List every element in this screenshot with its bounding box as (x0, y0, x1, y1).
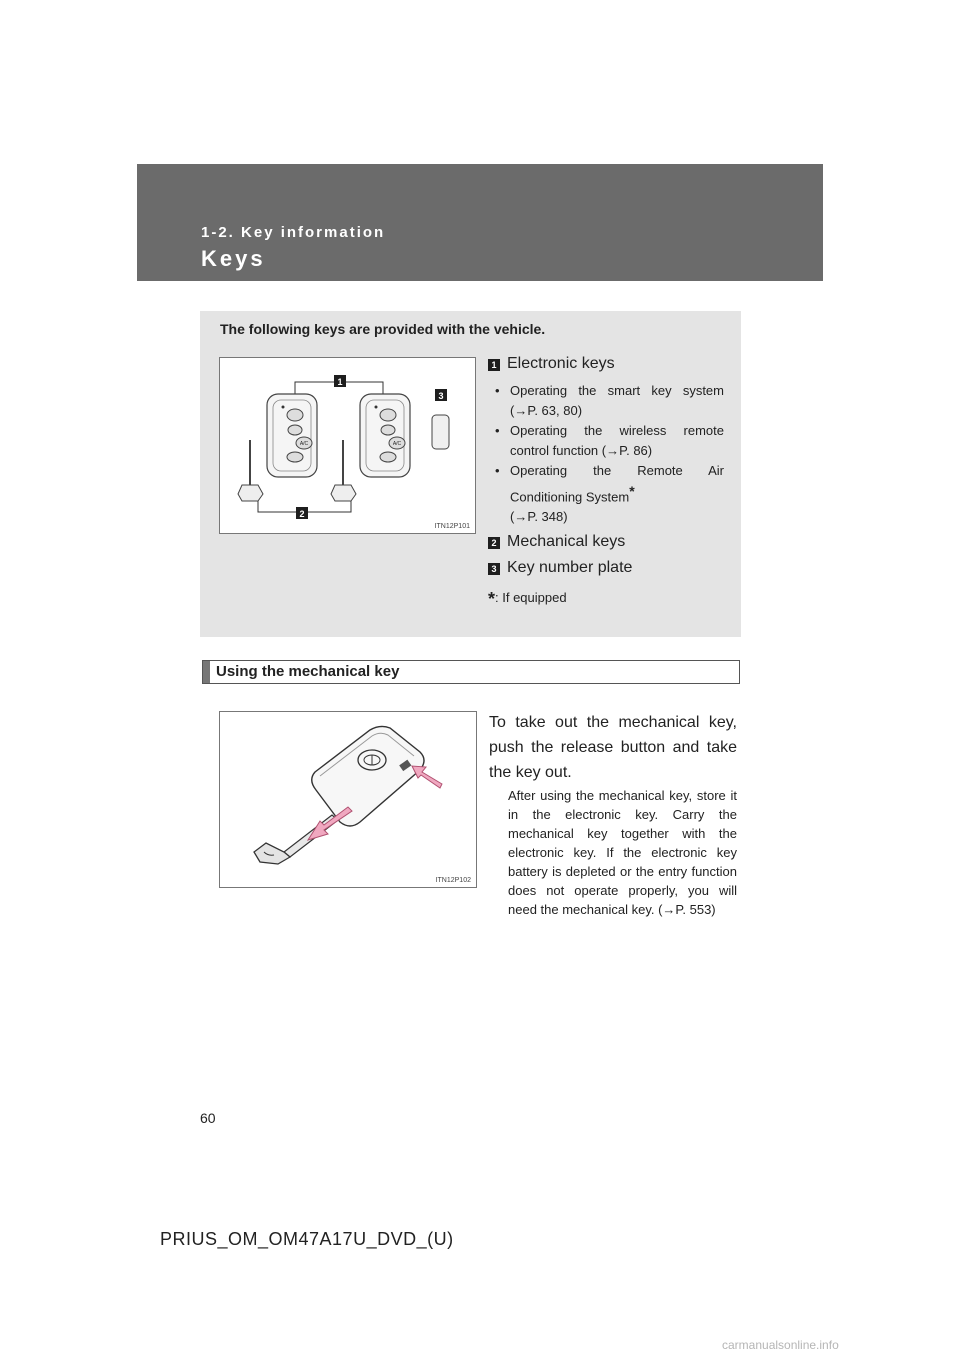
bullet-item: • Operating the wireless remote control function (→P. 86) (495, 423, 724, 458)
intro-text: The following keys are provided with the vehicle. (220, 321, 546, 337)
instruction-text: To take out the mechanical key, push the release button and take the key out. (489, 714, 737, 781)
figure-code: ITN12P102 (435, 877, 471, 884)
ac-label-right: A/C (392, 441, 402, 447)
watermark: carmanualsonline.info (722, 1338, 839, 1352)
info-box (200, 311, 741, 637)
keys-illustration (219, 357, 476, 534)
list-item (488, 353, 724, 375)
heading-bar (203, 661, 210, 683)
svg-text:3: 3 (438, 391, 444, 401)
keys-diagram (220, 358, 475, 533)
footnote: *: If equipped (488, 589, 567, 610)
document-code: PRIUS_OM_OM47A17U_DVD_(U) (160, 1229, 454, 1249)
ac-label-left: A/C (299, 441, 309, 447)
svg-text:2: 2 (299, 509, 305, 519)
bullet-list (488, 381, 724, 527)
section-label: 1-2. Key information (201, 224, 386, 241)
key-list (488, 353, 724, 610)
item-label: Electronic keys (507, 355, 615, 372)
item-label: Mechanical keys (507, 533, 626, 551)
page-title: Keys (201, 246, 266, 271)
page-number: 60 (200, 1110, 216, 1126)
mechanical-key-diagram (220, 712, 476, 887)
list-item (488, 531, 724, 553)
mechanical-key-illustration (219, 711, 477, 888)
bullet-item: • Operating the smart key system (→P. 63, 80) (495, 383, 724, 418)
item-number: 1 (488, 359, 500, 371)
subsection-title: Using the mechanical key (216, 663, 400, 680)
note-text: After using the mechanical key, store it in the electronic key. Carry the mechanical key together with the electronic key. If the electronic key battery is depleted or the entry function does not operate properly, you will need the mechanical key. (→P. 553) (508, 788, 737, 917)
header-bar (137, 164, 823, 281)
item-number: 2 (488, 537, 500, 549)
item-label: Key number plate (507, 559, 633, 577)
item-number: 3 (488, 563, 500, 575)
list-item (488, 557, 724, 579)
subsection-heading (202, 660, 740, 684)
svg-text:1: 1 (337, 377, 343, 387)
figure-code: ITN12P101 (434, 523, 470, 530)
bullet-item: • Operating the Remote Air Conditioning System* (→P. 348) (495, 463, 724, 525)
